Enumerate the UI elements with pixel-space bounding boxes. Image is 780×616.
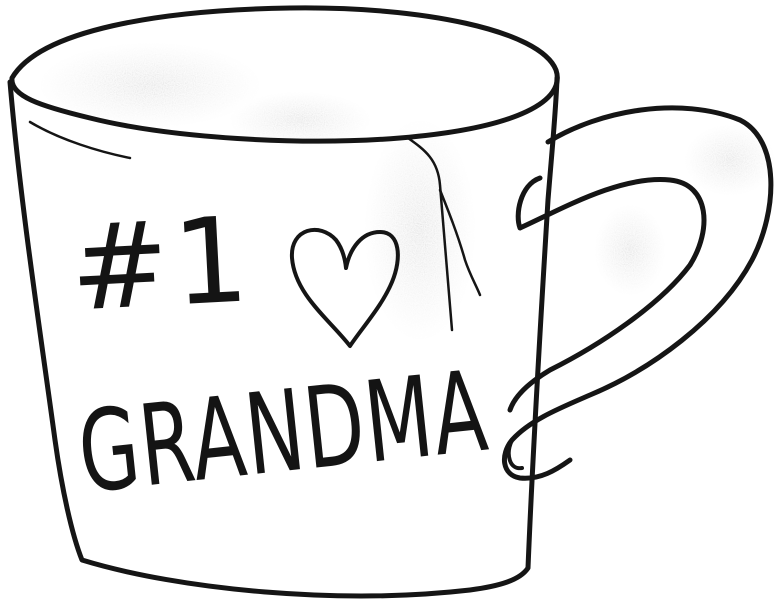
mug-handle-inner [510, 178, 704, 410]
inscription-grandma: GRANDMA [72, 327, 677, 519]
mug-body-outline [10, 78, 677, 596]
mug-handle-tip [509, 440, 522, 468]
mug-side-line [30, 122, 130, 158]
inscription-number-one: #1 [66, 190, 256, 338]
